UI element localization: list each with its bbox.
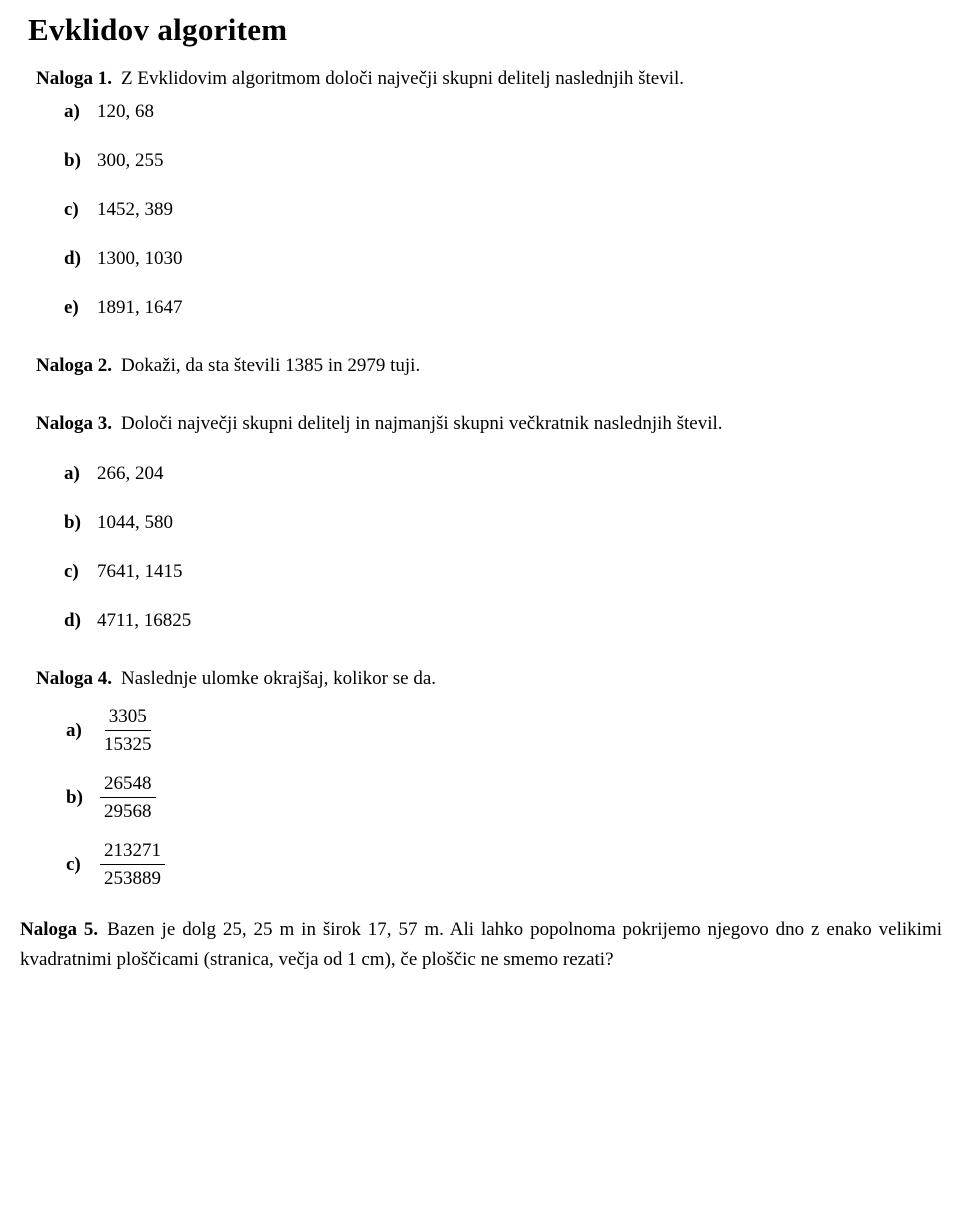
problem-1 — [0, 68, 968, 319]
fraction-numerator: 213271 — [100, 838, 165, 865]
problem-2-label: Naloga 2. — [36, 355, 112, 376]
problem-2 — [0, 355, 968, 377]
problem-3-label: Naloga 3. — [36, 413, 112, 434]
problem-5-statement — [20, 915, 942, 975]
fraction-numerator: 3305 — [105, 704, 151, 731]
fraction-denominator: 253889 — [104, 868, 161, 889]
list-item — [64, 199, 968, 221]
problem-3 — [0, 413, 968, 632]
item-label: b) — [66, 786, 83, 808]
item-value: 7641, 1415 — [97, 561, 183, 582]
item-label: c) — [64, 561, 79, 582]
problem-1-items — [0, 101, 968, 319]
item-label: e) — [64, 297, 79, 318]
problem-1-label: Naloga 1. — [36, 68, 112, 89]
item-label: d) — [64, 248, 81, 269]
problem-2-text: Dokaži, da sta števili 1385 in 2979 tuji. — [121, 355, 421, 376]
list-item — [64, 610, 968, 632]
problem-3-statement — [36, 413, 942, 435]
list-item — [64, 297, 968, 319]
fraction-item — [66, 704, 968, 757]
item-value: 120, 68 — [97, 101, 154, 122]
item-label: b) — [64, 512, 81, 533]
fraction — [100, 704, 156, 757]
problem-3-items — [0, 463, 968, 632]
problem-1-statement — [36, 68, 942, 90]
fraction-item — [66, 771, 968, 824]
problem-1-text: Z Evklidovim algoritmom določi največji skupni delitelj naslednjih števil. — [121, 68, 685, 89]
item-label: b) — [64, 150, 81, 171]
item-value: 1891, 1647 — [97, 297, 183, 318]
problem-5-text: Bazen je dolg 25, 25 m in širok 17, 57 m. Ali lahko popolnoma pokrijemo njegovo dno z enako velikimi kvadratnimi ploščicami (stranica, večja od 1 cm), če ploščic ne smemo rezati? — [20, 919, 943, 970]
problem-4-label: Naloga 4. — [36, 668, 112, 689]
item-value: 4711, 16825 — [97, 610, 192, 631]
item-label: a) — [66, 719, 82, 741]
fraction — [100, 771, 156, 824]
problem-5 — [0, 915, 968, 975]
item-value: 1044, 580 — [97, 512, 173, 533]
problem-2-statement — [36, 355, 942, 377]
list-item — [64, 101, 968, 123]
fraction — [100, 838, 165, 891]
list-item — [64, 463, 968, 485]
problem-4 — [0, 668, 968, 891]
problem-4-statement — [36, 668, 942, 690]
fraction-denominator: 15325 — [104, 734, 152, 755]
item-value: 266, 204 — [97, 463, 164, 484]
item-label: a) — [64, 101, 80, 122]
item-label: a) — [64, 463, 80, 484]
worksheet-page — [0, 12, 968, 1211]
item-label: c) — [66, 853, 81, 875]
page-title: Evklidov algoritem — [28, 12, 288, 47]
item-value: 1452, 389 — [97, 199, 173, 220]
list-item — [64, 248, 968, 270]
list-item — [64, 512, 968, 534]
fraction-item — [66, 838, 968, 891]
item-label: d) — [64, 610, 81, 631]
fraction-denominator: 29568 — [104, 801, 152, 822]
item-value: 1300, 1030 — [97, 248, 183, 269]
list-item — [64, 561, 968, 583]
problem-3-text: Določi največji skupni delitelj in najmanjši skupni večkratnik naslednjih števil. — [121, 413, 723, 434]
list-item — [64, 150, 968, 172]
fraction-numerator: 26548 — [100, 771, 156, 798]
problem-4-text: Naslednje ulomke okrajšaj, kolikor se da. — [121, 668, 437, 689]
item-value: 300, 255 — [97, 150, 164, 171]
problem-5-label: Naloga 5. — [20, 919, 99, 940]
problem-4-fractions — [0, 704, 968, 891]
item-label: c) — [64, 199, 79, 220]
